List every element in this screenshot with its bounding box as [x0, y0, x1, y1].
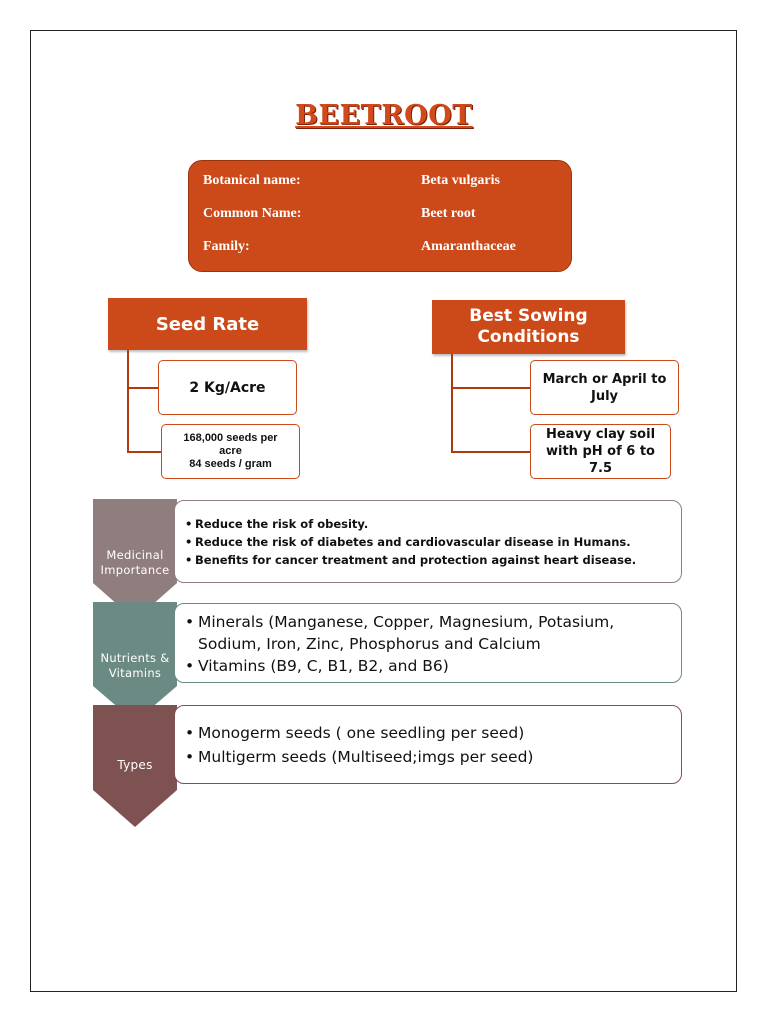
info-key: Common Name:: [203, 206, 302, 221]
seed-rate-value: 2 Kg/Acre: [189, 379, 266, 396]
info-value: Beta vulgaris: [421, 173, 500, 188]
list-item: • Vitamins (B9, C, B1, B2, and B6): [185, 655, 671, 677]
nutrients-label-line1: Nutrients &: [100, 651, 170, 665]
list-item: • Reduce the risk of obesity.: [185, 515, 671, 533]
list-item: • Reduce the risk of diabetes and cardiovascular disease in Humans.: [185, 533, 671, 551]
seeds-per-acre: 168,000 seeds per acre: [183, 432, 278, 457]
types-panel: [174, 705, 682, 784]
medicinal-panel: [174, 500, 682, 583]
nutrients-panel: [174, 603, 682, 683]
info-value: Amaranthaceae: [421, 239, 516, 254]
nutrients-label: [93, 651, 177, 681]
list-item: • Minerals (Manganese, Copper, Magnesium, Potasium, Sodium, Iron, Zinc, Phosphorus and Calcium: [185, 611, 671, 655]
list-item: • Monogerm seeds ( one seedling per seed): [185, 721, 671, 745]
medicinal-label-line1: Medicinal: [106, 548, 164, 562]
seed-rate-header-text: Seed Rate: [155, 313, 260, 335]
info-value: Beet root: [421, 206, 476, 221]
sowing-soil: Heavy clay soil with pH of 6 to 7.5: [545, 427, 656, 476]
list-item: • Multigerm seeds (Multiseed;imgs per seed): [185, 745, 671, 769]
nutrients-list: [185, 611, 671, 677]
seeds-per-gram: 84 seeds / gram: [189, 458, 272, 470]
nutrients-label-line2: Vitamins: [108, 666, 162, 680]
sowing-header-line1: Best Sowing: [469, 306, 588, 326]
types-label: [93, 758, 177, 773]
list-item: • Benefits for cancer treatment and protection against heart disease.: [185, 551, 671, 569]
types-label-line1: Types: [117, 758, 153, 772]
types-list: [185, 721, 671, 769]
medicinal-label-line2: Importance: [100, 563, 170, 577]
info-key: Botanical name:: [203, 173, 301, 188]
sowing-header-line2: Conditions: [477, 327, 580, 347]
info-key: Family:: [203, 239, 250, 254]
page-title: BEETROOT: [295, 100, 473, 131]
medicinal-label: [93, 548, 177, 578]
medicinal-list: [185, 515, 671, 569]
sowing-season: March or April to July: [542, 371, 667, 404]
